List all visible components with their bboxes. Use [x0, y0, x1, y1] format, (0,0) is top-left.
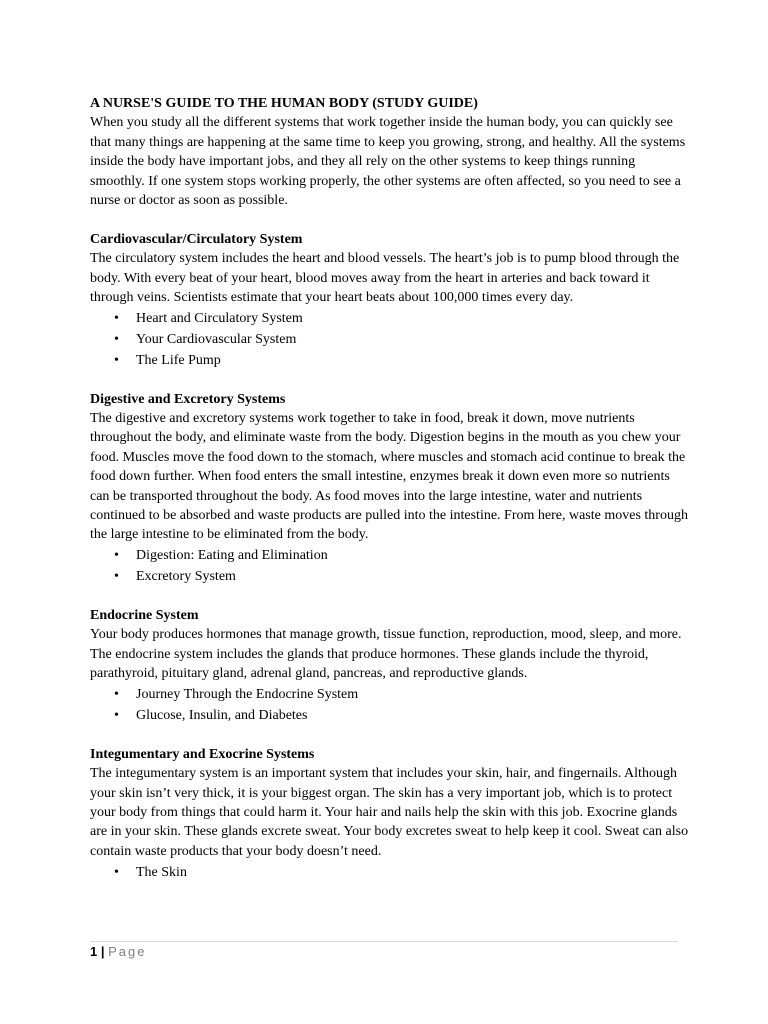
- section-heading: Endocrine System: [90, 608, 199, 624]
- page-label: Page: [108, 944, 147, 959]
- page-number: 1: [90, 944, 98, 959]
- list-item-label: Your Cardiovascular System: [136, 331, 297, 347]
- section-body: The digestive and excretory systems work together to take in food, break it down, move nutrients throughout the body, and eliminate waste from the body. Digestion begins in the mouth as you chew your food. Muscles move the food down to the stomach, where muscles and stomach acid continue to break the food down further. When food enters the small intestine, enzymes break it down even more so nutrients can be transported throughout the body. As food moves into the large intestine, water and nutrients continued to be absorbed and waste products are pulled into the intestine. From here, waste moves through the large intestine to be eliminated from the body.: [90, 410, 688, 543]
- list-item[interactable]: [90, 685, 690, 704]
- document-title: A NURSE'S GUIDE TO THE HUMAN BODY (STUDY GUIDE): [90, 96, 478, 111]
- section-body: Your body produces hormones that manage growth, tissue function, reproduction, mood, sleep, and more. The endocrine system includes the glands that produce hormones. These glands include the thyroid, parathyroid, pituitary gland, adrenal gland, pancreas, and reproductive glands.: [90, 627, 682, 682]
- bullet-icon: •: [114, 352, 119, 368]
- bullet-icon: •: [114, 708, 119, 724]
- intro-paragraph: When you study all the different systems that work together inside the human body, you can quickly see that many things are happening at the same time to keep you growing, strong, and healthy. All the systems inside the body have important jobs, and they all rely on the other systems to keep things running smoothly. If one system stops working properly, the other systems are often affected, so you need to see a nurse or doctor as soon as possible.: [90, 115, 686, 209]
- page-footer: [90, 941, 678, 959]
- section-body: The integumentary system is an important system that includes your skin, hair, and fingernails. Although your skin isn’t very thick, it is your biggest organ. The skin has a very important job, which is to protect your body from things that could harm it. Your hair and nails help the skin with this job. Exocrine glands are in your skin. These glands excrete sweat. Your body excretes sweat to help keep it cool. Sweat can also contain waste products that your body doesn’t need.: [90, 766, 689, 859]
- bullet-icon: •: [114, 864, 119, 880]
- section-heading: Integumentary and Exocrine Systems: [90, 746, 315, 762]
- bullet-icon: •: [114, 331, 119, 347]
- bullet-icon: •: [114, 687, 119, 703]
- list-item-label: The Life Pump: [136, 352, 221, 368]
- list-item[interactable]: [90, 351, 690, 370]
- section-cardiovascular: [90, 230, 690, 370]
- list-item-label: Glucose, Insulin, and Diabetes: [136, 708, 308, 724]
- list-item[interactable]: [90, 546, 690, 565]
- list-item[interactable]: [90, 863, 690, 882]
- section-body: The circulatory system includes the heart and blood vessels. The heart’s job is to pump blood through the body. With every beat of your heart, blood moves away from the heart in arteries and back toward it through veins. Scientists estimate that your heart beats about 100,000 times every day.: [90, 251, 680, 306]
- list-item-label: Digestion: Eating and Elimination: [136, 548, 328, 564]
- bullet-icon: •: [114, 569, 119, 585]
- section-digestive: [90, 390, 690, 587]
- bullet-icon: •: [114, 310, 119, 326]
- list-item[interactable]: [90, 567, 690, 586]
- list-item[interactable]: [90, 309, 690, 328]
- link-list: [90, 863, 690, 882]
- list-item[interactable]: [90, 330, 690, 349]
- section-heading: Cardiovascular/Circulatory System: [90, 231, 303, 247]
- list-item[interactable]: [90, 706, 690, 725]
- link-list: [90, 546, 690, 586]
- list-item-label: Excretory System: [136, 569, 236, 585]
- link-list: [90, 685, 690, 725]
- list-item-label: Journey Through the Endocrine System: [136, 687, 359, 703]
- list-item-label: Heart and Circulatory System: [136, 310, 303, 326]
- section-endocrine: [90, 606, 690, 725]
- document-page: [90, 94, 690, 884]
- list-item-label: The Skin: [136, 864, 187, 880]
- bullet-icon: •: [114, 548, 119, 564]
- section-integumentary: [90, 745, 690, 882]
- link-list: [90, 309, 690, 370]
- section-heading: Digestive and Excretory Systems: [90, 391, 286, 407]
- footer-separator: |: [100, 944, 105, 959]
